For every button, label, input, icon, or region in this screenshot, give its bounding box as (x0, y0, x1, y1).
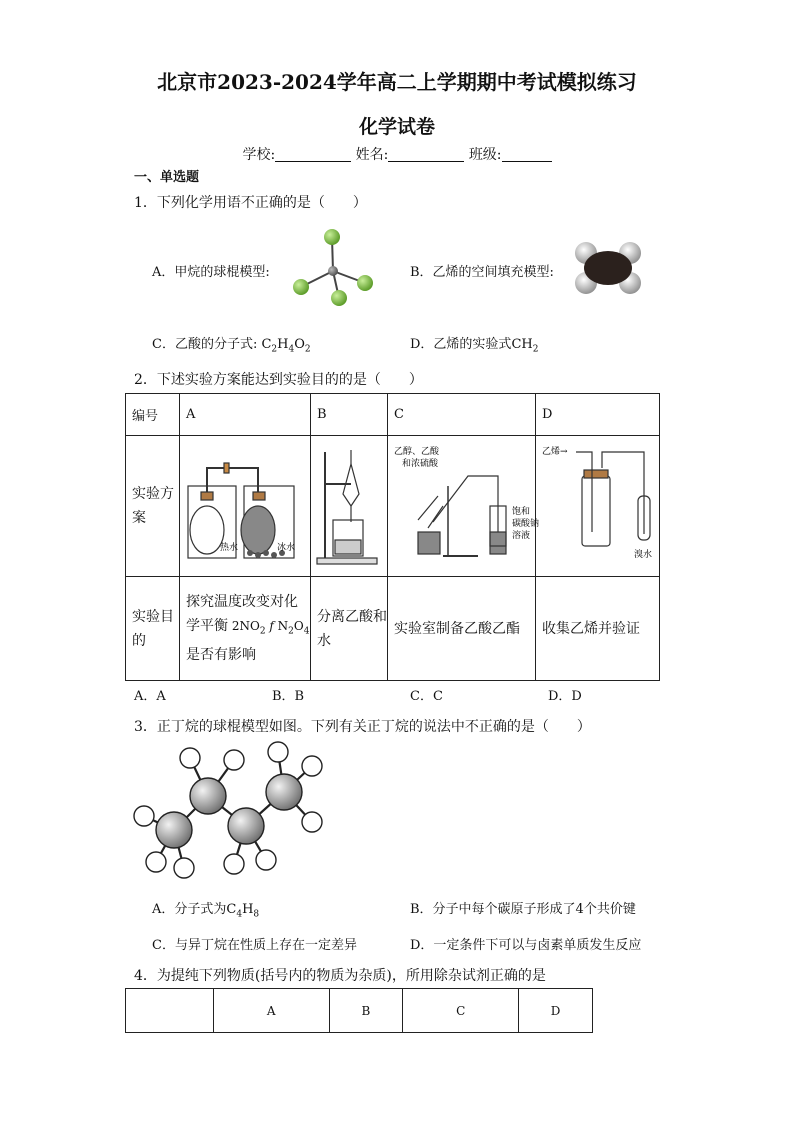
apparatus-d-diagram (536, 436, 659, 572)
table-header-cell: C (388, 394, 536, 436)
page-subtitle: 化学试卷 (358, 116, 435, 138)
apparatus-d-cell (536, 436, 660, 577)
row-label-scheme: 实验方案 (126, 436, 180, 577)
butane-formula: $C_4H_8$ (226, 902, 260, 920)
q2-experiment-table (125, 393, 660, 681)
solution-label: 饱和 (512, 507, 531, 517)
table-header-cell: B (329, 989, 403, 1033)
ethylene-empirical-formula: $CH_2$ (511, 337, 539, 355)
page-title: 北京市2023-2024学年高二上学期期中考试模拟练习 (157, 70, 637, 94)
q4-table (125, 988, 593, 1033)
q2-option-d[interactable]: D．D (548, 689, 582, 704)
q3-stem: 3．正丁烷的球棍模型如图。下列有关正丁烷的说法中不正确的是（ ） (134, 719, 591, 735)
q1-option-b: B．乙烯的空间填充模型: (410, 265, 554, 280)
bromine-water-label: 溴水 (634, 550, 653, 560)
q2-option-a[interactable]: A．A (134, 689, 166, 704)
solution-label: 碳酸钠 (512, 519, 540, 529)
school-label: 学校: (242, 147, 276, 163)
apparatus-c-cell (388, 436, 540, 577)
q4-stem: 4．为提纯下列物质(括号内的物质为杂质)，所用除杂试剂正确的是 (134, 968, 546, 984)
table-header-cell: C (403, 989, 519, 1033)
student-info (0, 144, 794, 164)
table-header-cell (126, 989, 214, 1033)
solution-label: 溶液 (512, 531, 531, 541)
name-label: 姓名: (355, 147, 389, 163)
purpose-b: 分离乙酸和水 (311, 577, 388, 681)
section-title: 一、单选题 (134, 170, 200, 185)
purpose-c: 实验室制备乙酸乙酯 (388, 577, 536, 681)
row-label-purpose: 实验目的 (126, 577, 180, 681)
q3-option-d: D．一定条件下可以与卤素单质发生反应 (410, 938, 642, 953)
table-header-cell: D (536, 394, 660, 436)
ethylene-space-filling-model (572, 240, 644, 296)
q2-stem: 2．下述实验方案能达到实验目的的是（ ） (134, 372, 423, 388)
q1-option-c: C．乙酸的分子式: $C_2H_4O_2$ (152, 337, 311, 355)
ice-water-label: 冰水 (277, 543, 296, 553)
q1-option-d: D．乙烯的实验式$CH_2$ (410, 337, 539, 355)
acetic-acid-formula: $C_2H_4O_2$ (261, 337, 311, 355)
hot-water-label: 热水 (220, 543, 239, 553)
school-blank[interactable] (275, 147, 351, 162)
table-header-cell: A (180, 394, 311, 436)
reactant-label: 乙醇、乙酸 (394, 447, 440, 457)
apparatus-b-diagram (311, 436, 387, 572)
apparatus-a-cell (180, 436, 311, 577)
table-header-cell: D (519, 989, 593, 1033)
name-blank[interactable] (388, 147, 464, 162)
q1-stem: 1．下列化学用语不正确的是（ ） (134, 195, 367, 211)
butane-ball-stick-model (130, 738, 330, 886)
class-blank[interactable] (502, 147, 552, 162)
q3-option-b: B．分子中每个碳原子形成了4个共价键 (410, 902, 636, 917)
methane-ball-stick-model (285, 225, 380, 310)
apparatus-a-diagram (180, 436, 310, 572)
table-header-cell: B (311, 394, 388, 436)
apparatus-b-cell (311, 436, 388, 577)
q2-option-c[interactable]: C．C (410, 689, 443, 704)
q1-option-a: A．甲烷的球棍模型: (152, 265, 270, 280)
q3-option-a: A．分子式为$C_4H_8$ (152, 902, 260, 920)
reactant-label: 和浓硫酸 (402, 459, 439, 469)
q3-option-c: C．与异丁烷在性质上存在一定差异 (152, 938, 357, 953)
table-header-cell: A (213, 989, 329, 1033)
purpose-d: 收集乙烯并验证 (536, 577, 660, 681)
apparatus-c-diagram (388, 436, 540, 572)
purpose-a: 探究温度改变对化学平衡 $2NO_2$ f $N_2O_4$ 是否有影响 (180, 577, 311, 681)
class-label: 班级: (468, 147, 502, 163)
table-header-cell: 编号 (126, 394, 180, 436)
q2-option-b[interactable]: B．B (272, 689, 305, 704)
ethylene-inlet-label: 乙烯→ (542, 447, 568, 457)
